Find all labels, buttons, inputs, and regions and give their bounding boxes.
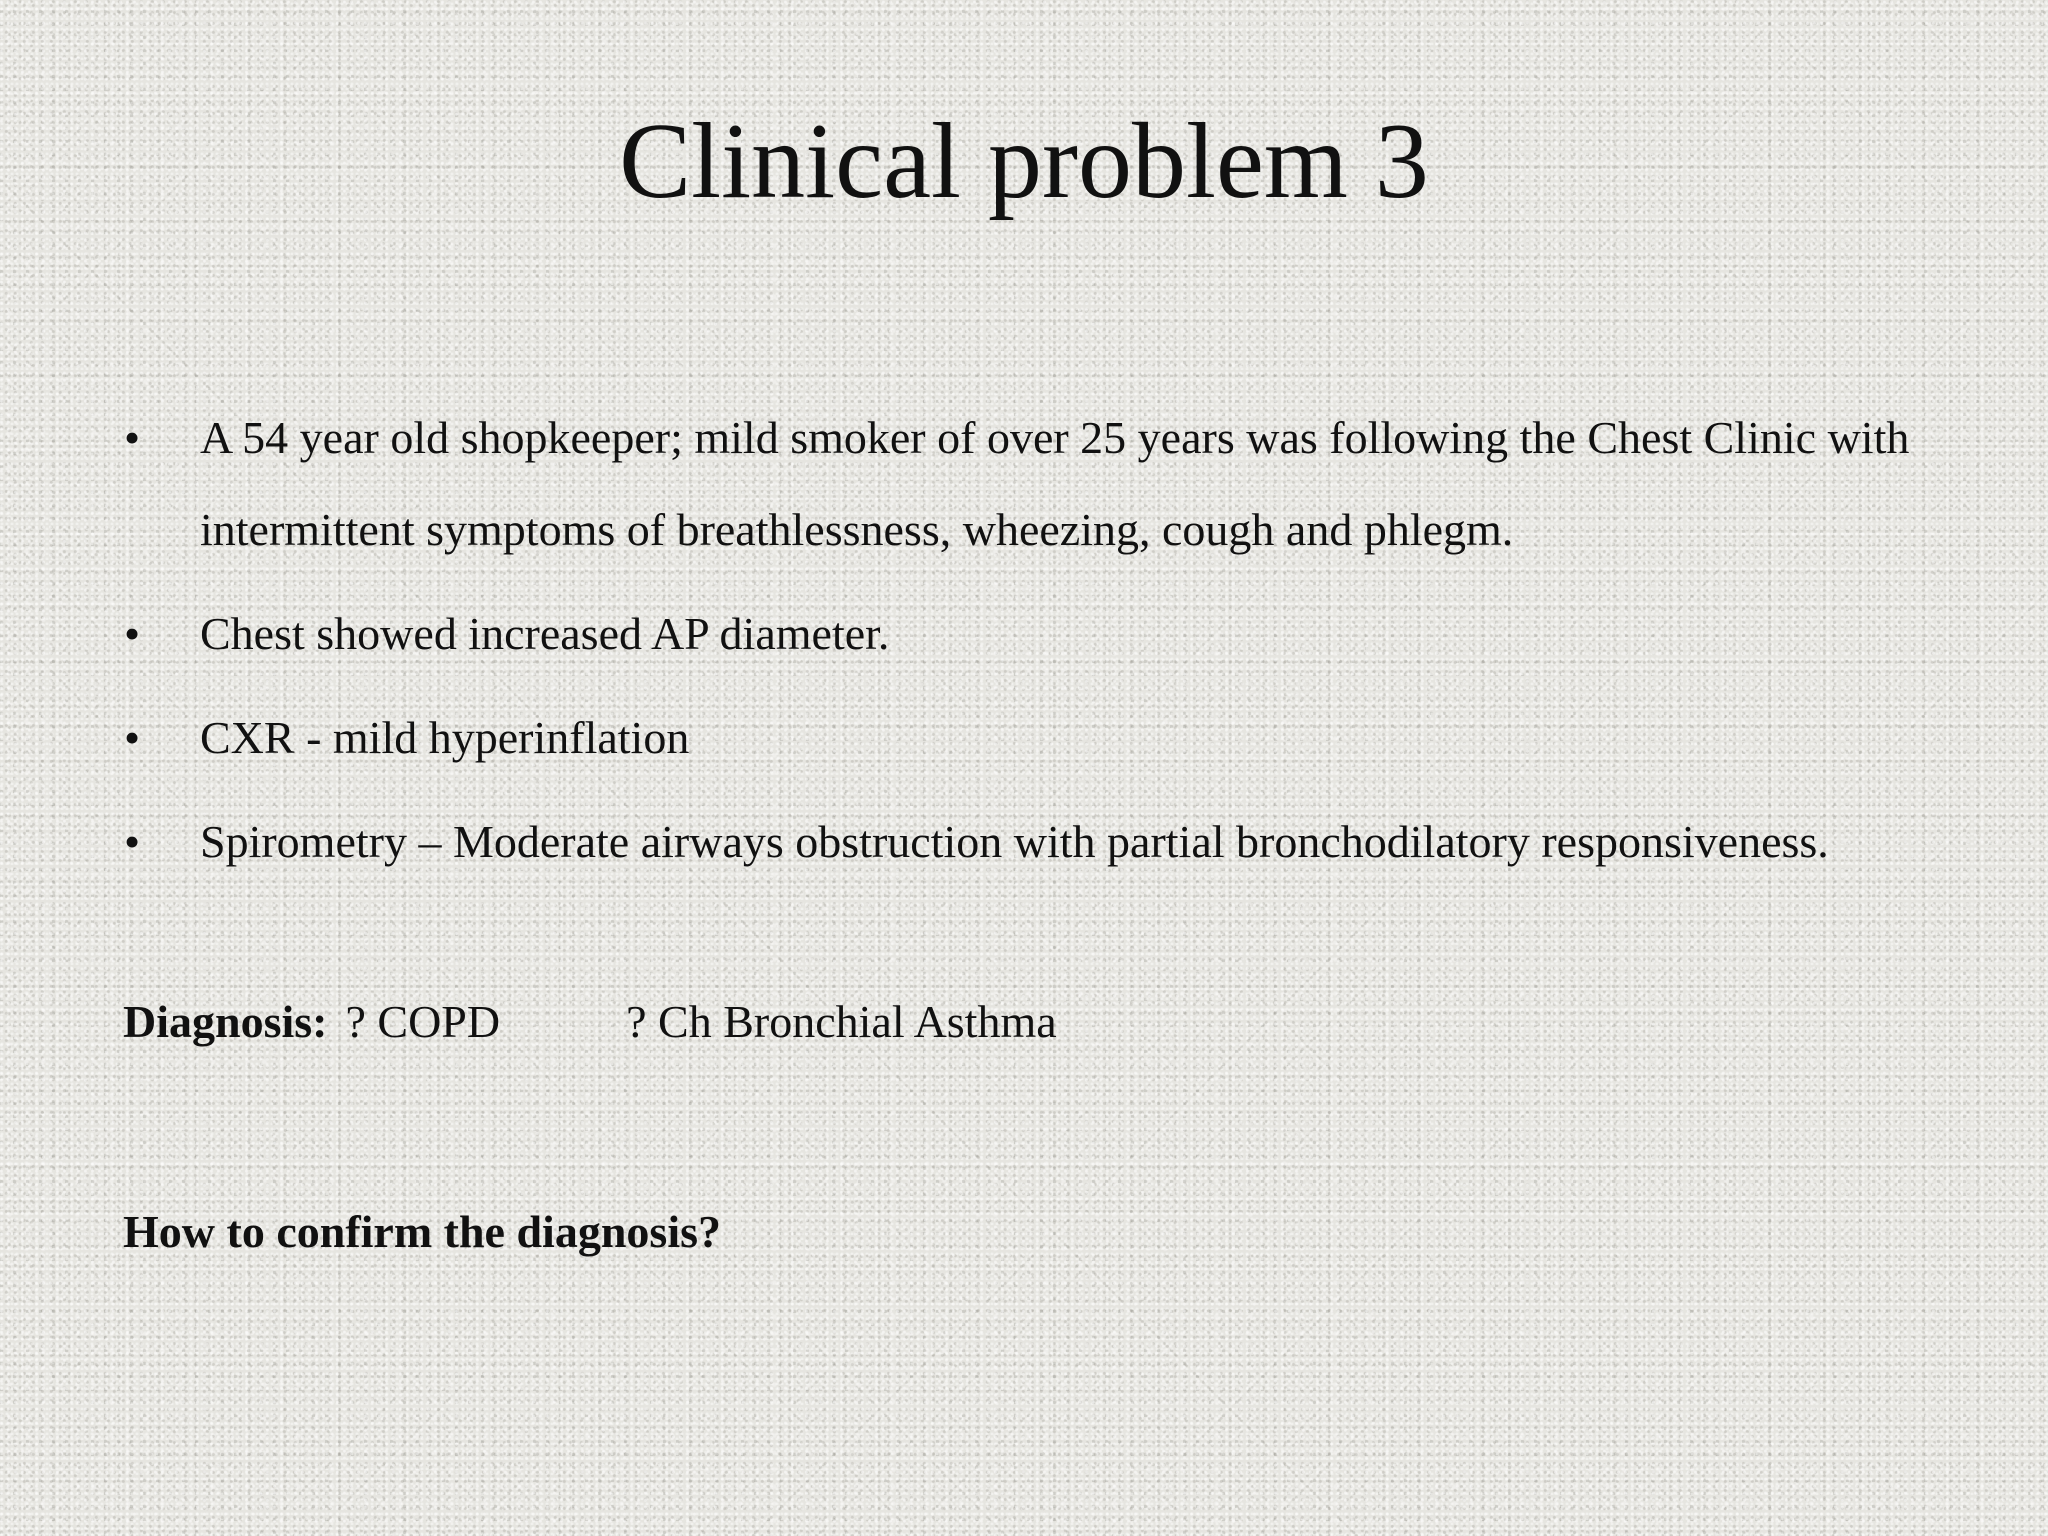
diagnosis-line	[123, 976, 1057, 1068]
diagnosis-option-copd: ? COPD	[345, 996, 501, 1047]
confirm-question: How to confirm the diagnosis?	[123, 1206, 721, 1257]
slide-title: Clinical problem 3	[619, 102, 1429, 221]
bullet-dot-icon: •	[124, 816, 141, 867]
bullet-item	[118, 588, 2008, 680]
bullet-item	[118, 796, 2008, 888]
bullet-text: A 54 year old shopkeeper; mild smoker of over 25 years was following the Chest Clinic with intermittent symptoms of breathlessness, wheezing, cough and phlegm.	[200, 412, 1910, 555]
bullet-item	[118, 392, 2008, 576]
bullet-text: Chest showed increased AP diameter.	[200, 608, 890, 659]
bullet-dot-icon: •	[124, 608, 141, 659]
bullet-item	[118, 692, 2008, 784]
bullet-list	[118, 392, 2008, 900]
bullet-dot-icon: •	[124, 712, 141, 763]
bullet-text: CXR - mild hyperinflation	[200, 712, 690, 763]
bullet-text: Spirometry – Moderate airways obstruction with partial bronchodilatory responsiveness.	[200, 816, 1829, 867]
diagnosis-option-asthma: ? Ch Bronchial Asthma	[626, 996, 1057, 1047]
diagnosis-label: Diagnosis:	[123, 996, 328, 1047]
bullet-dot-icon: •	[124, 412, 141, 463]
